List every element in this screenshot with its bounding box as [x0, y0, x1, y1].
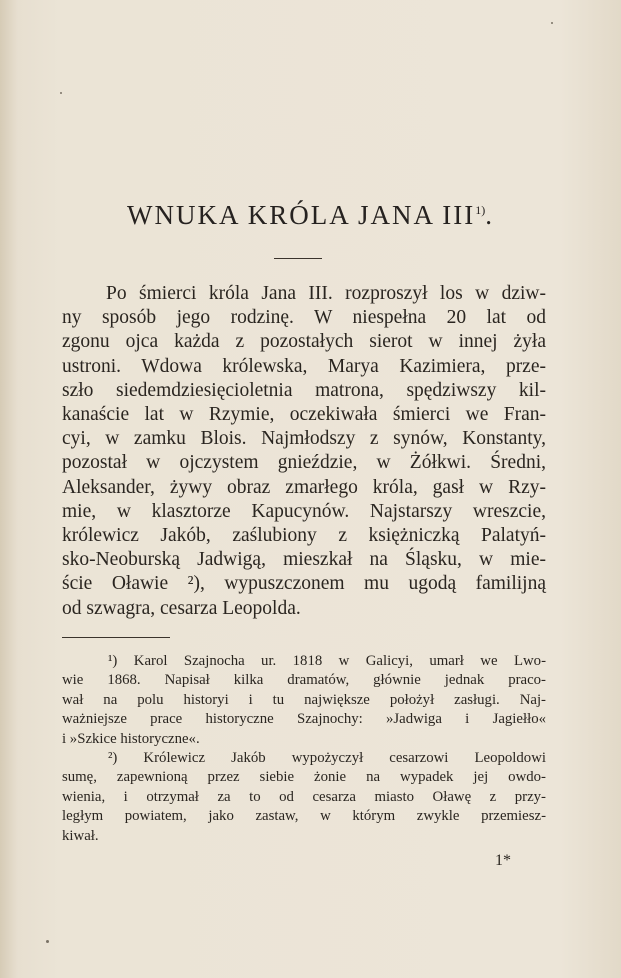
chapter-title-text: WNUKA KRÓLA JANA III — [127, 200, 476, 230]
footnotes — [62, 652, 546, 846]
footnote-line: ¹) Karol Szajnocha ur. 1818 w Galicyi, umarł we Lwo- — [108, 653, 546, 669]
title-divider — [274, 258, 322, 259]
ink-speck — [551, 22, 553, 24]
body-line: ustroni. Wdowa królewska, Marya Kazimiera, prze- — [62, 355, 546, 377]
footnote-line: i »Szkice historyczne«. — [62, 730, 200, 747]
signature-mark: 1* — [495, 852, 511, 869]
footnote-line: wie 1868. Napisał kilka dramatów, głównie jednak praco- — [62, 672, 546, 689]
chapter-title: WNUKA KRÓLA JANA III$^{1)}$. — [127, 200, 494, 230]
body-line: mie, w klasztorze Kapucynów. Najstarszy wreszcie, — [62, 500, 546, 522]
body-line: szło siedemdziesięcioletnia matrona, spędziwszy kil- — [62, 379, 546, 401]
ink-speck — [46, 940, 49, 943]
footnote-line: wał na polu historyi i tu największe położył zasługi. Naj- — [62, 691, 546, 708]
body-paragraph — [62, 282, 546, 621]
footnote-divider — [62, 637, 170, 638]
body-line: Po śmierci króla Jana III. rozproszył los w dziw- — [106, 283, 546, 304]
body-line: cyi, w zamku Blois. Najmłodszy z synów, Konstanty, — [62, 428, 546, 450]
title-footnote-mark: 1) — [475, 203, 486, 217]
body-line: pozostał w ojczystem gnieździe, w Żółkwi. Średni, — [62, 452, 546, 474]
body-line: kanaście lat w Rzymie, oczekiwała śmierci we Fran- — [62, 404, 546, 426]
body-line: ście Oławie ²), wypuszczonem mu ugodą familijną — [62, 573, 546, 595]
body-line: zgonu ojca każda z pozostałych sierot w innej żyła — [62, 331, 546, 353]
body-line: królewicz Jakób, zaślubiony z księżniczką Palatyń- — [62, 525, 546, 547]
footnote-line: sumę, zapewnioną przez siebie żonie na wypadek jej owdo- — [62, 769, 546, 786]
body-line: od szwagra, cesarza Leopolda. — [62, 597, 301, 619]
body-line: ny sposób jego rodzinę. W niespełna 20 lat od — [62, 307, 546, 329]
body-line: Aleksander, żywy obraz zmarłego króla, gasł w Rzy- — [62, 476, 546, 498]
footnote-line: kiwał. — [62, 827, 99, 844]
footnote-line: ległym powiatem, jako zastaw, w którym zwykle przemiesz- — [62, 808, 546, 825]
footnote-line: ważniejsze prace historyczne Szajnochy: »Jadwiga i Jagiełło« — [62, 711, 546, 728]
footnote-line: wienia, i otrzymał za to od cesarza miasto Oławę z przy- — [62, 788, 546, 805]
ink-speck — [60, 92, 62, 94]
footnote-line: ²) Królewicz Jakób wypożyczył cesarzowi Leopoldowi — [108, 750, 546, 767]
body-line: sko-Neoburską Jadwigą, mieszkał na Śląsku, w mie- — [62, 549, 546, 571]
